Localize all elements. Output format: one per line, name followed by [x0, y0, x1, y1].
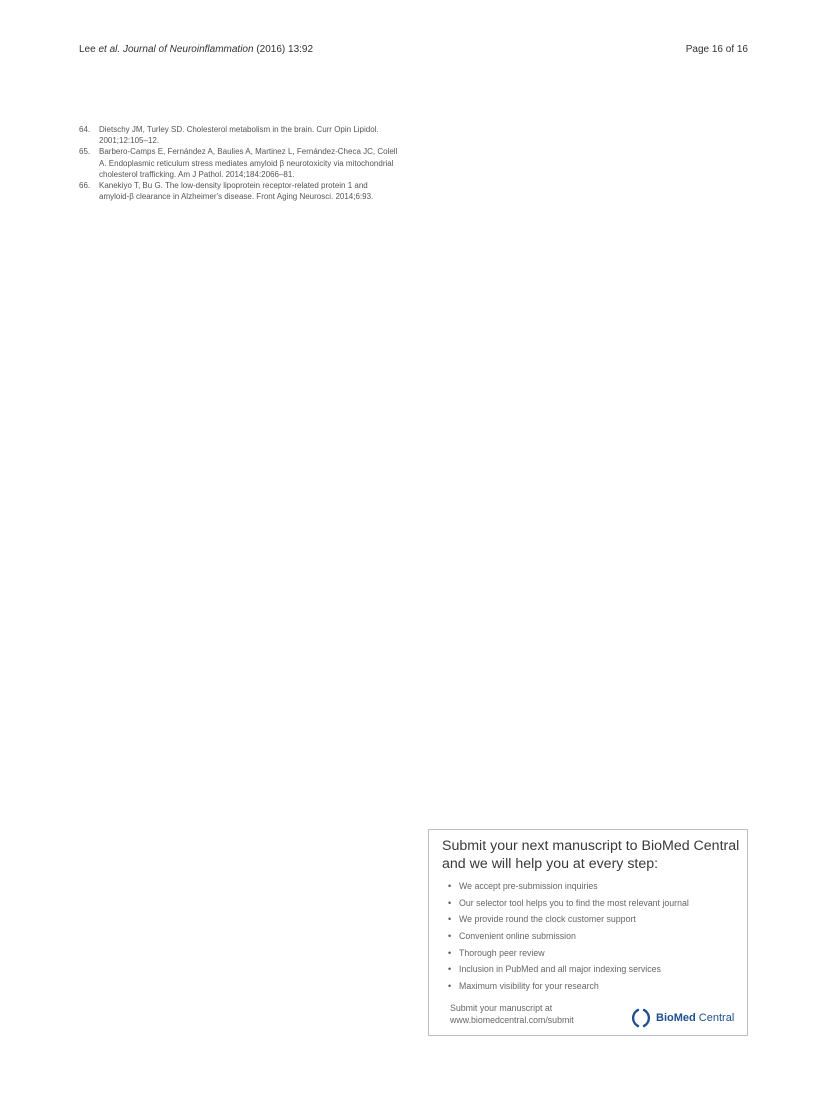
logo-wordmark-rest: Central — [698, 1012, 735, 1024]
submission-title-line-2: and we will help you at every step: — [442, 856, 659, 872]
benefit-item — [448, 914, 689, 931]
benefit-item — [448, 898, 689, 915]
logo-wordmark-bold: BioMed — [656, 1012, 696, 1024]
reference-text: Dietschy JM, Turley SD. Cholesterol metabolism in the brain. Curr Opin Lipidol. 2001;12:105–12. — [99, 125, 379, 146]
reference-number: 66. — [79, 181, 91, 191]
reference-item — [79, 146, 399, 180]
page-number: Page 16 of 16 — [685, 44, 748, 55]
biomed-central-submission-box — [428, 829, 748, 1036]
header-et-al: et al. — [98, 44, 121, 55]
bullet-icon: • — [448, 947, 452, 958]
biomed-central-logo[interactable] — [630, 1007, 734, 1029]
submission-box-title — [442, 837, 742, 873]
header-journal: Journal of Neuroinflammation — [122, 44, 254, 55]
bullet-icon: • — [448, 981, 452, 992]
benefit-text: We provide round the clock customer support — [459, 914, 636, 925]
benefits-list — [448, 881, 689, 998]
bullet-icon: • — [448, 897, 452, 908]
submission-url-link[interactable]: www.biomedcentral.com/submit — [450, 1014, 574, 1025]
bullet-icon: • — [448, 964, 452, 975]
bullet-icon: • — [448, 914, 452, 925]
benefit-text: Convenient online submission — [459, 931, 576, 942]
benefit-item — [448, 931, 689, 948]
benefit-item — [448, 964, 689, 981]
benefit-item — [448, 981, 689, 998]
reference-text: Barbero-Camps E, Fernández A, Baulies A, Martinez L, Fernández-Checa JC, Colell A. Endoplasmic reticulum stress mediates amyloid β neurotoxicity via mitochondrial cholesterol trafficking. Am J Pathol. 2014;184:2066–81. — [99, 147, 398, 179]
submission-footer-text: Submit your manuscript at — [450, 1003, 553, 1013]
reference-number: 65. — [79, 147, 91, 157]
benefit-text: We accept pre-submission inquiries — [459, 881, 598, 891]
submission-title-line-1: Submit your next manuscript to BioMed Central — [442, 838, 740, 854]
biomed-central-logo-icon — [630, 1007, 652, 1029]
reference-item — [79, 180, 399, 202]
benefit-text: Maximum visibility for your research — [459, 981, 599, 992]
header-authors: Lee — [79, 44, 96, 55]
benefit-text: Our selector tool helps you to find the most relevant journal — [459, 897, 689, 908]
benefit-item — [448, 881, 689, 898]
reference-number: 64. — [79, 125, 91, 134]
benefit-text: Thorough peer review — [459, 947, 545, 958]
submission-footer — [450, 1003, 574, 1026]
header-citation: (2016) 13:92 — [256, 44, 314, 55]
logo-wordmark — [656, 1012, 734, 1024]
reference-text: Kanekiyo T, Bu G. The low-density lipoprotein receptor-related protein 1 and amyloid-β clearance in Alzheimer's disease. Front Aging Neurosci. 2014;6:93. — [99, 181, 374, 202]
benefit-item — [448, 948, 689, 965]
benefit-text: Inclusion in PubMed and all major indexing services — [459, 964, 661, 975]
reference-list — [79, 124, 399, 202]
running-header — [79, 44, 313, 55]
reference-item — [79, 124, 399, 146]
bullet-icon: • — [448, 881, 452, 891]
bullet-icon: • — [448, 931, 452, 942]
